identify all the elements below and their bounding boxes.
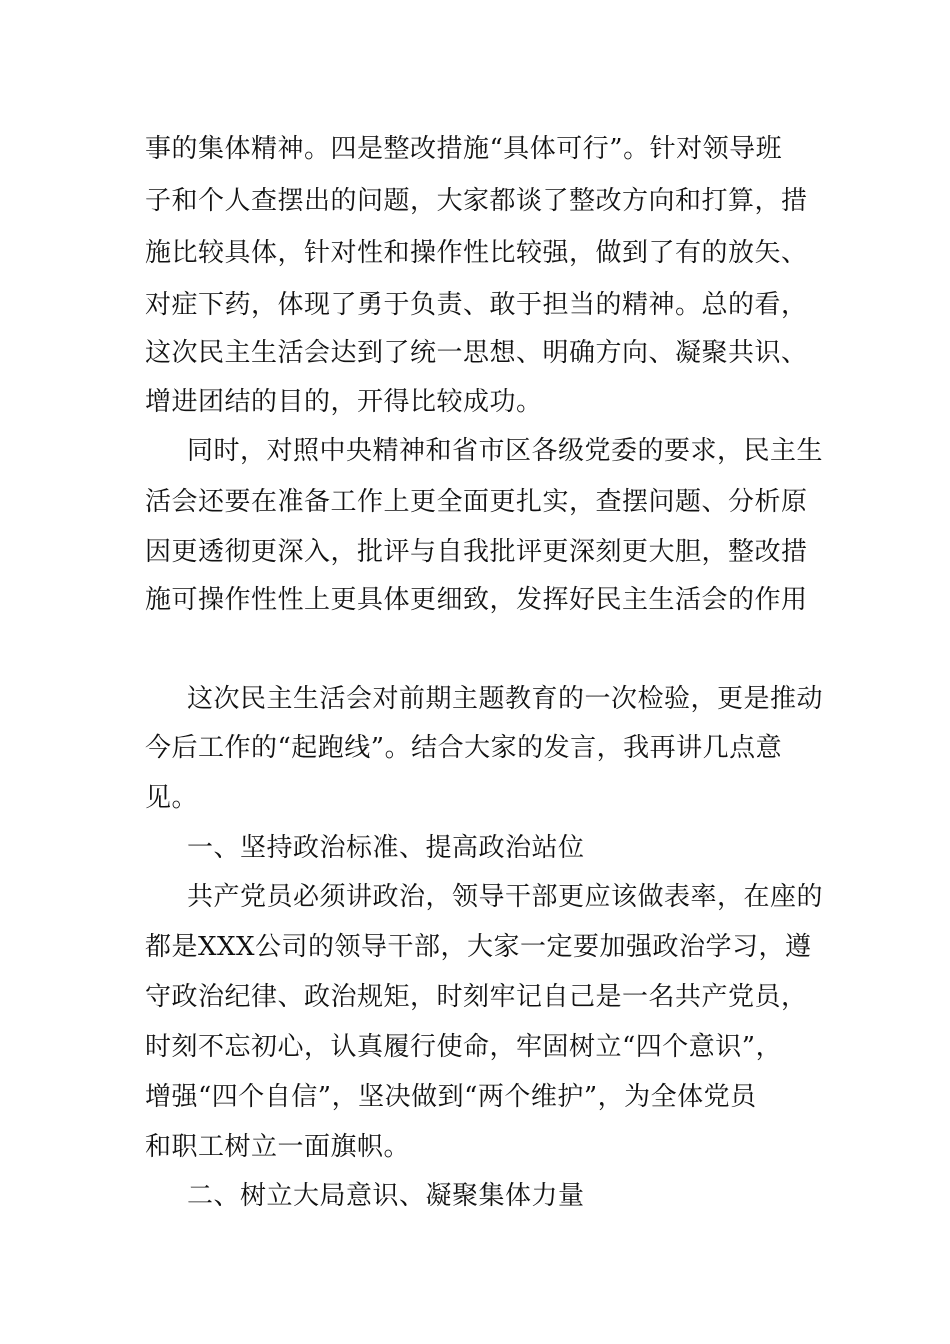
text-line: 今后工作的“起跑线”。结合大家的发言，我再讲几点意	[145, 733, 783, 763]
text-line: 这次民主生活会达到了统一思想、明确方向、凝聚共识、	[145, 338, 808, 368]
text-line: 和职工树立一面旗帜。	[145, 1132, 411, 1162]
section-heading: 一、坚持政治标准、提高政治站位	[187, 833, 585, 863]
paragraph-start: 共产党员必须讲政治，领导干部更应该做表率，在座的	[187, 882, 824, 912]
text-line: 对症下药，体现了勇于负责、敢于担当的精神。总的看，	[145, 290, 808, 320]
text-line: 因更透彻更深入，批评与自我批评更深刻更大胆，整改措	[145, 537, 808, 567]
paragraph-start: 这次民主生活会对前期主题教育的一次检验，更是推动	[187, 684, 824, 714]
text-line: 子和个人查摆出的问题，大家都谈了整改方向和打算，措	[145, 186, 808, 216]
section-heading: 二、树立大局意识、凝聚集体力量	[187, 1181, 585, 1211]
text-line: 活会还要在准备工作上更全面更扎实，查摆问题、分析原	[145, 487, 808, 517]
text-line: 守政治纪律、政治规矩，时刻牢记自己是一名共产党员，	[145, 982, 808, 1012]
text-line: 见。	[145, 783, 199, 813]
text-line: 施比较具体，针对性和操作性比较强，做到了有的放矢、	[145, 238, 808, 268]
paragraph-start: 同时，对照中央精神和省市区各级党委的要求，民主生	[187, 436, 824, 466]
text-line: 事的集体精神。四是整改措施“具体可行”。针对领导班	[145, 134, 783, 164]
text-line: 时刻不忘初心，认真履行使命，牢固树立“四个意识”，	[145, 1032, 783, 1062]
text-line: 都是XXX公司的领导干部，大家一定要加强政治学习，遵	[145, 932, 812, 962]
text-line: 施可操作性性上更具体更细致，发挥好民主生活会的作用	[145, 585, 808, 615]
text-line: 增强“四个自信”，坚决做到“两个维护”，为全体党员	[145, 1082, 757, 1112]
text-line: 增进团结的目的，开得比较成功。	[145, 387, 543, 417]
